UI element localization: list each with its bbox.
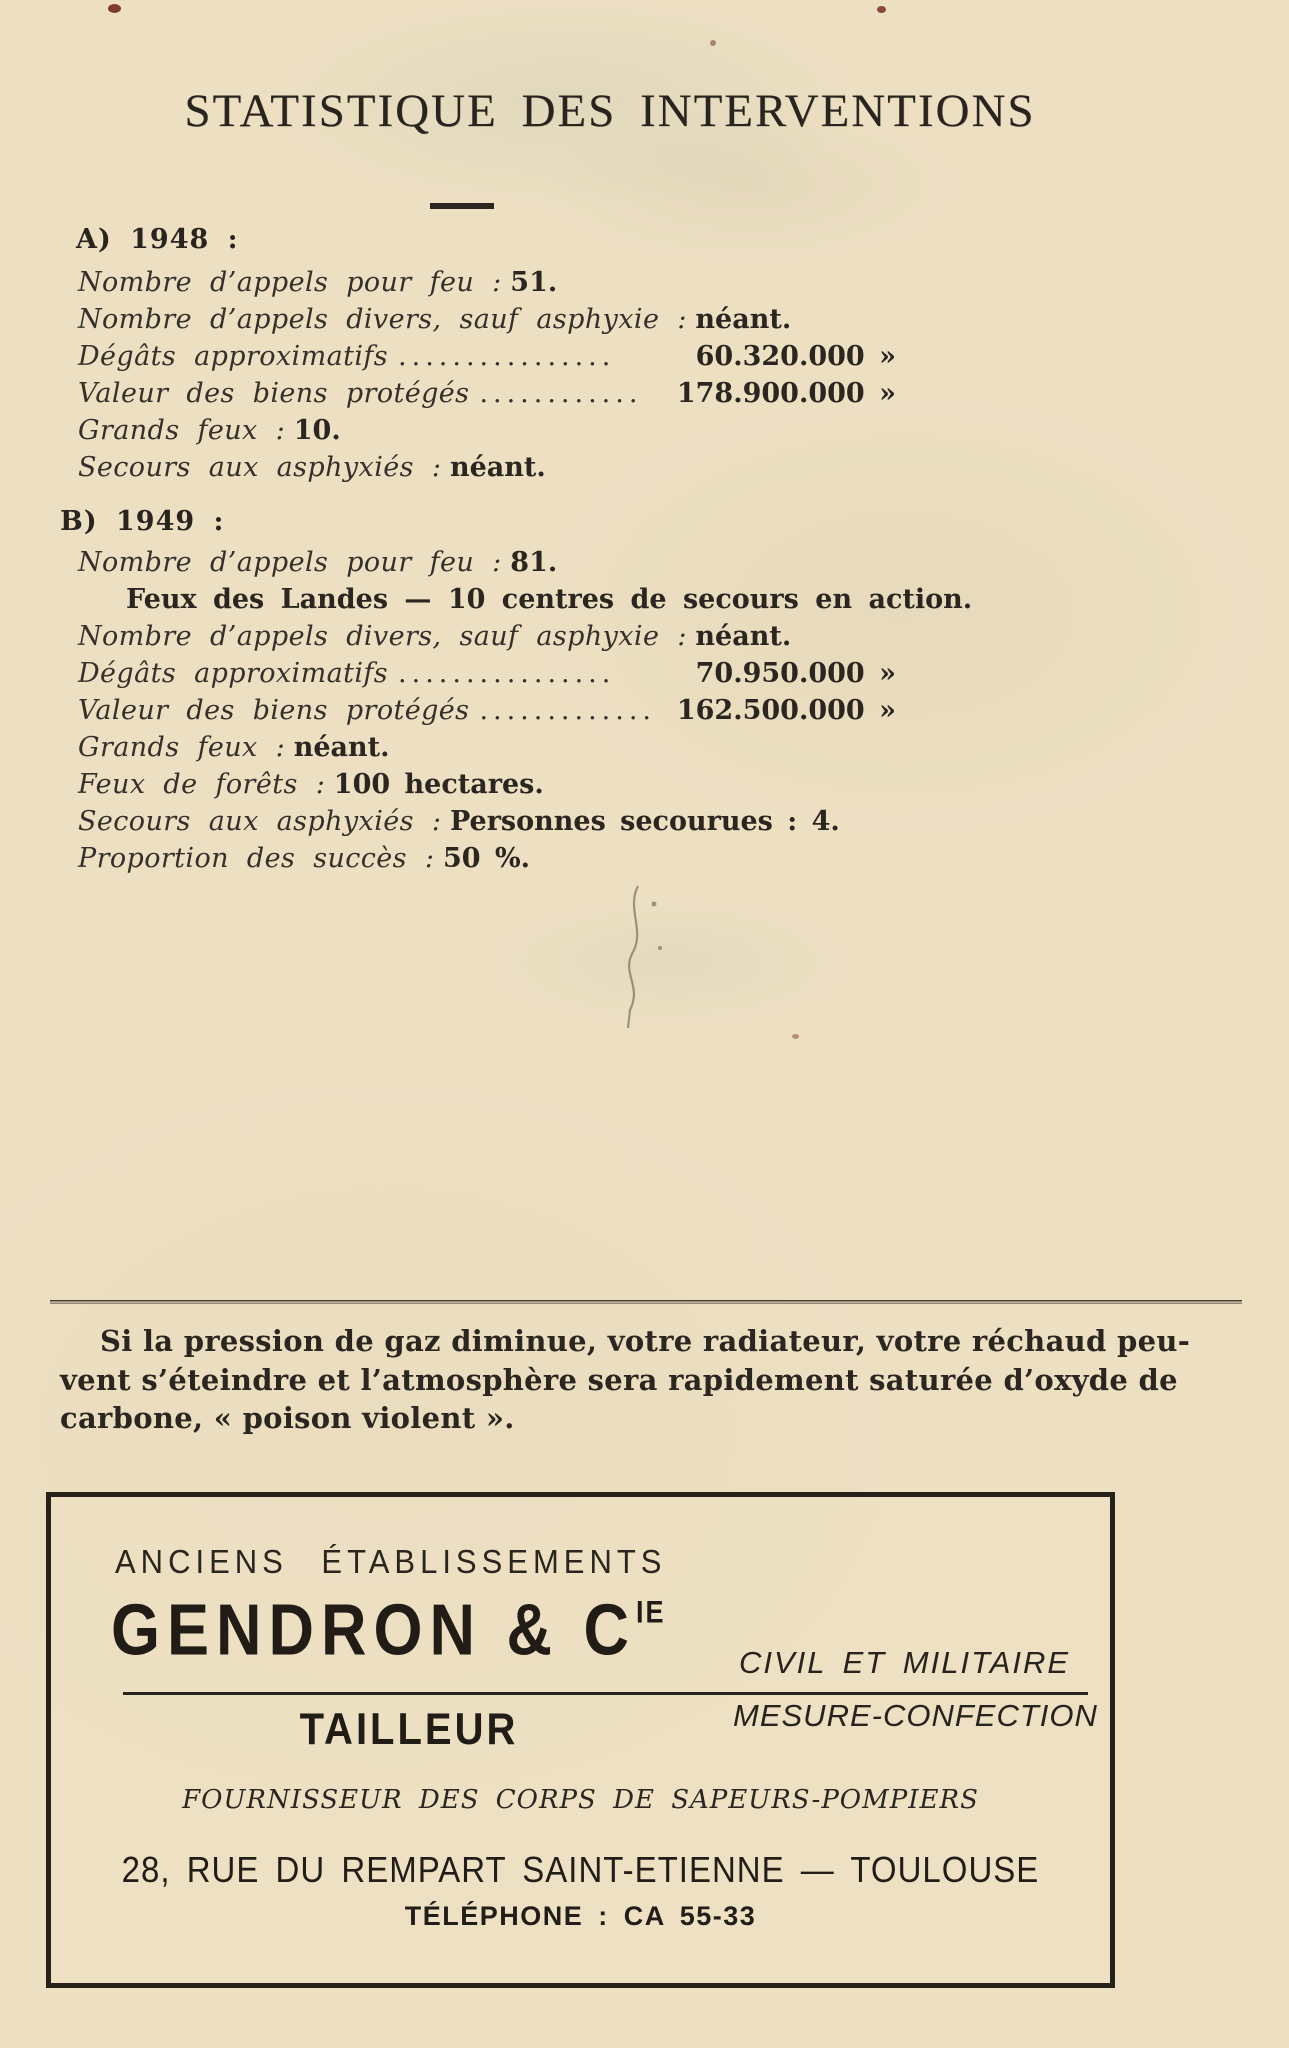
- ad-supplier-line: FOURNISSEUR DES CORPS DE SAPEURS-POMPIERS: [182, 1785, 979, 1815]
- stat-label: Grands feux :: [78, 415, 286, 446]
- ad-tailleur: TAILLEUR: [299, 1705, 519, 1755]
- stat-value: 81.: [510, 547, 558, 578]
- stat-row: [78, 305, 920, 334]
- stat-value: néant.: [449, 452, 546, 483]
- stat-value: néant.: [695, 621, 792, 652]
- section-b-heading: B) 1949 :: [60, 506, 225, 537]
- stat-label: Valeur des biens protégés: [78, 695, 470, 726]
- warning-line: vent s’éteindre et l’atmosphère sera rapidement saturée d’oxyde de: [60, 1362, 1178, 1397]
- stat-value: 51.: [510, 267, 558, 298]
- stat-label: Nombre d’appels divers, sauf asphyxie :: [78, 304, 687, 335]
- ad-header-anciens-etablissements: ANCIENS ÉTABLISSEMENTS: [115, 1543, 667, 1581]
- dot-leader: .............: [479, 695, 657, 726]
- ad-mesure-confection: MESURE-CONFECTION: [733, 1698, 1098, 1733]
- stat-note: Feux des Landes — 10 centres de secours en action.: [126, 584, 973, 615]
- ink-speck: [792, 1034, 799, 1039]
- pencil-squiggle-stain: [612, 882, 682, 1032]
- stat-value: 70.950.000 »: [695, 658, 896, 689]
- stat-value: 60.320.000 »: [695, 341, 896, 372]
- stat-row-leader: [78, 696, 920, 725]
- advertisement-box: [46, 1492, 1115, 1988]
- ad-civil-et-militaire: CIVIL ET MILITAIRE: [739, 1645, 1071, 1680]
- stat-label: Secours aux asphyxiés :: [78, 452, 442, 483]
- stat-value: 50 %.: [442, 843, 531, 874]
- dot-leader: ................: [398, 341, 616, 372]
- stat-row: [78, 416, 920, 445]
- ad-address-line: 28, RUE DU REMPART SAINT-ETIENNE — TOULOUSE: [121, 1849, 1040, 1890]
- ad-brand-gendron: [111, 1589, 666, 1672]
- red-ink-speck: [108, 4, 121, 13]
- stat-label: Dégâts approximatifs: [78, 341, 389, 372]
- stat-label: Secours aux asphyxiés :: [78, 806, 442, 837]
- stat-value: néant.: [695, 304, 792, 335]
- stat-row-leader: [78, 659, 920, 688]
- stat-value: néant.: [293, 732, 390, 763]
- stat-row: [78, 733, 920, 762]
- red-ink-speck: [877, 6, 886, 13]
- stat-row: [78, 548, 920, 577]
- gas-warning-paragraph: [60, 1322, 1191, 1438]
- ad-divider-line: [123, 1692, 1088, 1695]
- stat-label: Nombre d’appels divers, sauf asphyxie :: [78, 621, 687, 652]
- stat-label: Nombre d’appels pour feu :: [78, 547, 502, 578]
- stat-value: 178.900.000 »: [676, 378, 896, 409]
- stat-value: 100 hectares.: [333, 769, 544, 800]
- stat-label: Proportion des succès :: [78, 843, 435, 874]
- ad-brand-text: GENDRON & C: [111, 1590, 637, 1671]
- section-a-heading: A) 1948 :: [76, 224, 239, 255]
- stat-row: [78, 622, 920, 651]
- stat-row: [78, 268, 920, 297]
- dot-leader: ............: [479, 378, 643, 409]
- ad-brand-superscript: IE: [636, 1594, 666, 1630]
- title-divider: [430, 203, 494, 209]
- ink-speck: [710, 40, 716, 46]
- warning-line: Si la pression de gaz diminue, votre radiateur, votre réchaud peu-: [100, 1324, 1191, 1358]
- stat-row-leader: [78, 379, 920, 408]
- stat-row: [78, 807, 920, 836]
- stat-label: Dégâts approximatifs: [78, 658, 389, 689]
- stat-value: 10.: [293, 415, 341, 446]
- stat-row-leader: [78, 342, 920, 371]
- stat-row: [78, 453, 920, 482]
- stat-label: Feux de forêts :: [78, 769, 326, 800]
- warning-line: carbone, « poison violent ».: [60, 1401, 515, 1435]
- stat-row: [78, 770, 920, 799]
- section-a-stats: [78, 268, 920, 490]
- stat-label: Nombre d’appels pour feu :: [78, 267, 502, 298]
- stat-label: Grands feux :: [78, 732, 286, 763]
- dot-leader: ................: [398, 658, 616, 689]
- page-title: STATISTIQUE DES INTERVENTIONS: [184, 85, 1036, 137]
- section-divider-rule: [50, 1300, 1242, 1304]
- section-b-stats: [78, 547, 973, 881]
- stat-label: Valeur des biens protégés: [78, 378, 470, 409]
- stat-value: Personnes secourues : 4.: [449, 806, 840, 837]
- stat-row: [78, 844, 920, 873]
- ad-phone-line: TÉLÉPHONE : CA 55-33: [404, 1901, 757, 1931]
- stat-value: 162.500.000 »: [676, 695, 896, 726]
